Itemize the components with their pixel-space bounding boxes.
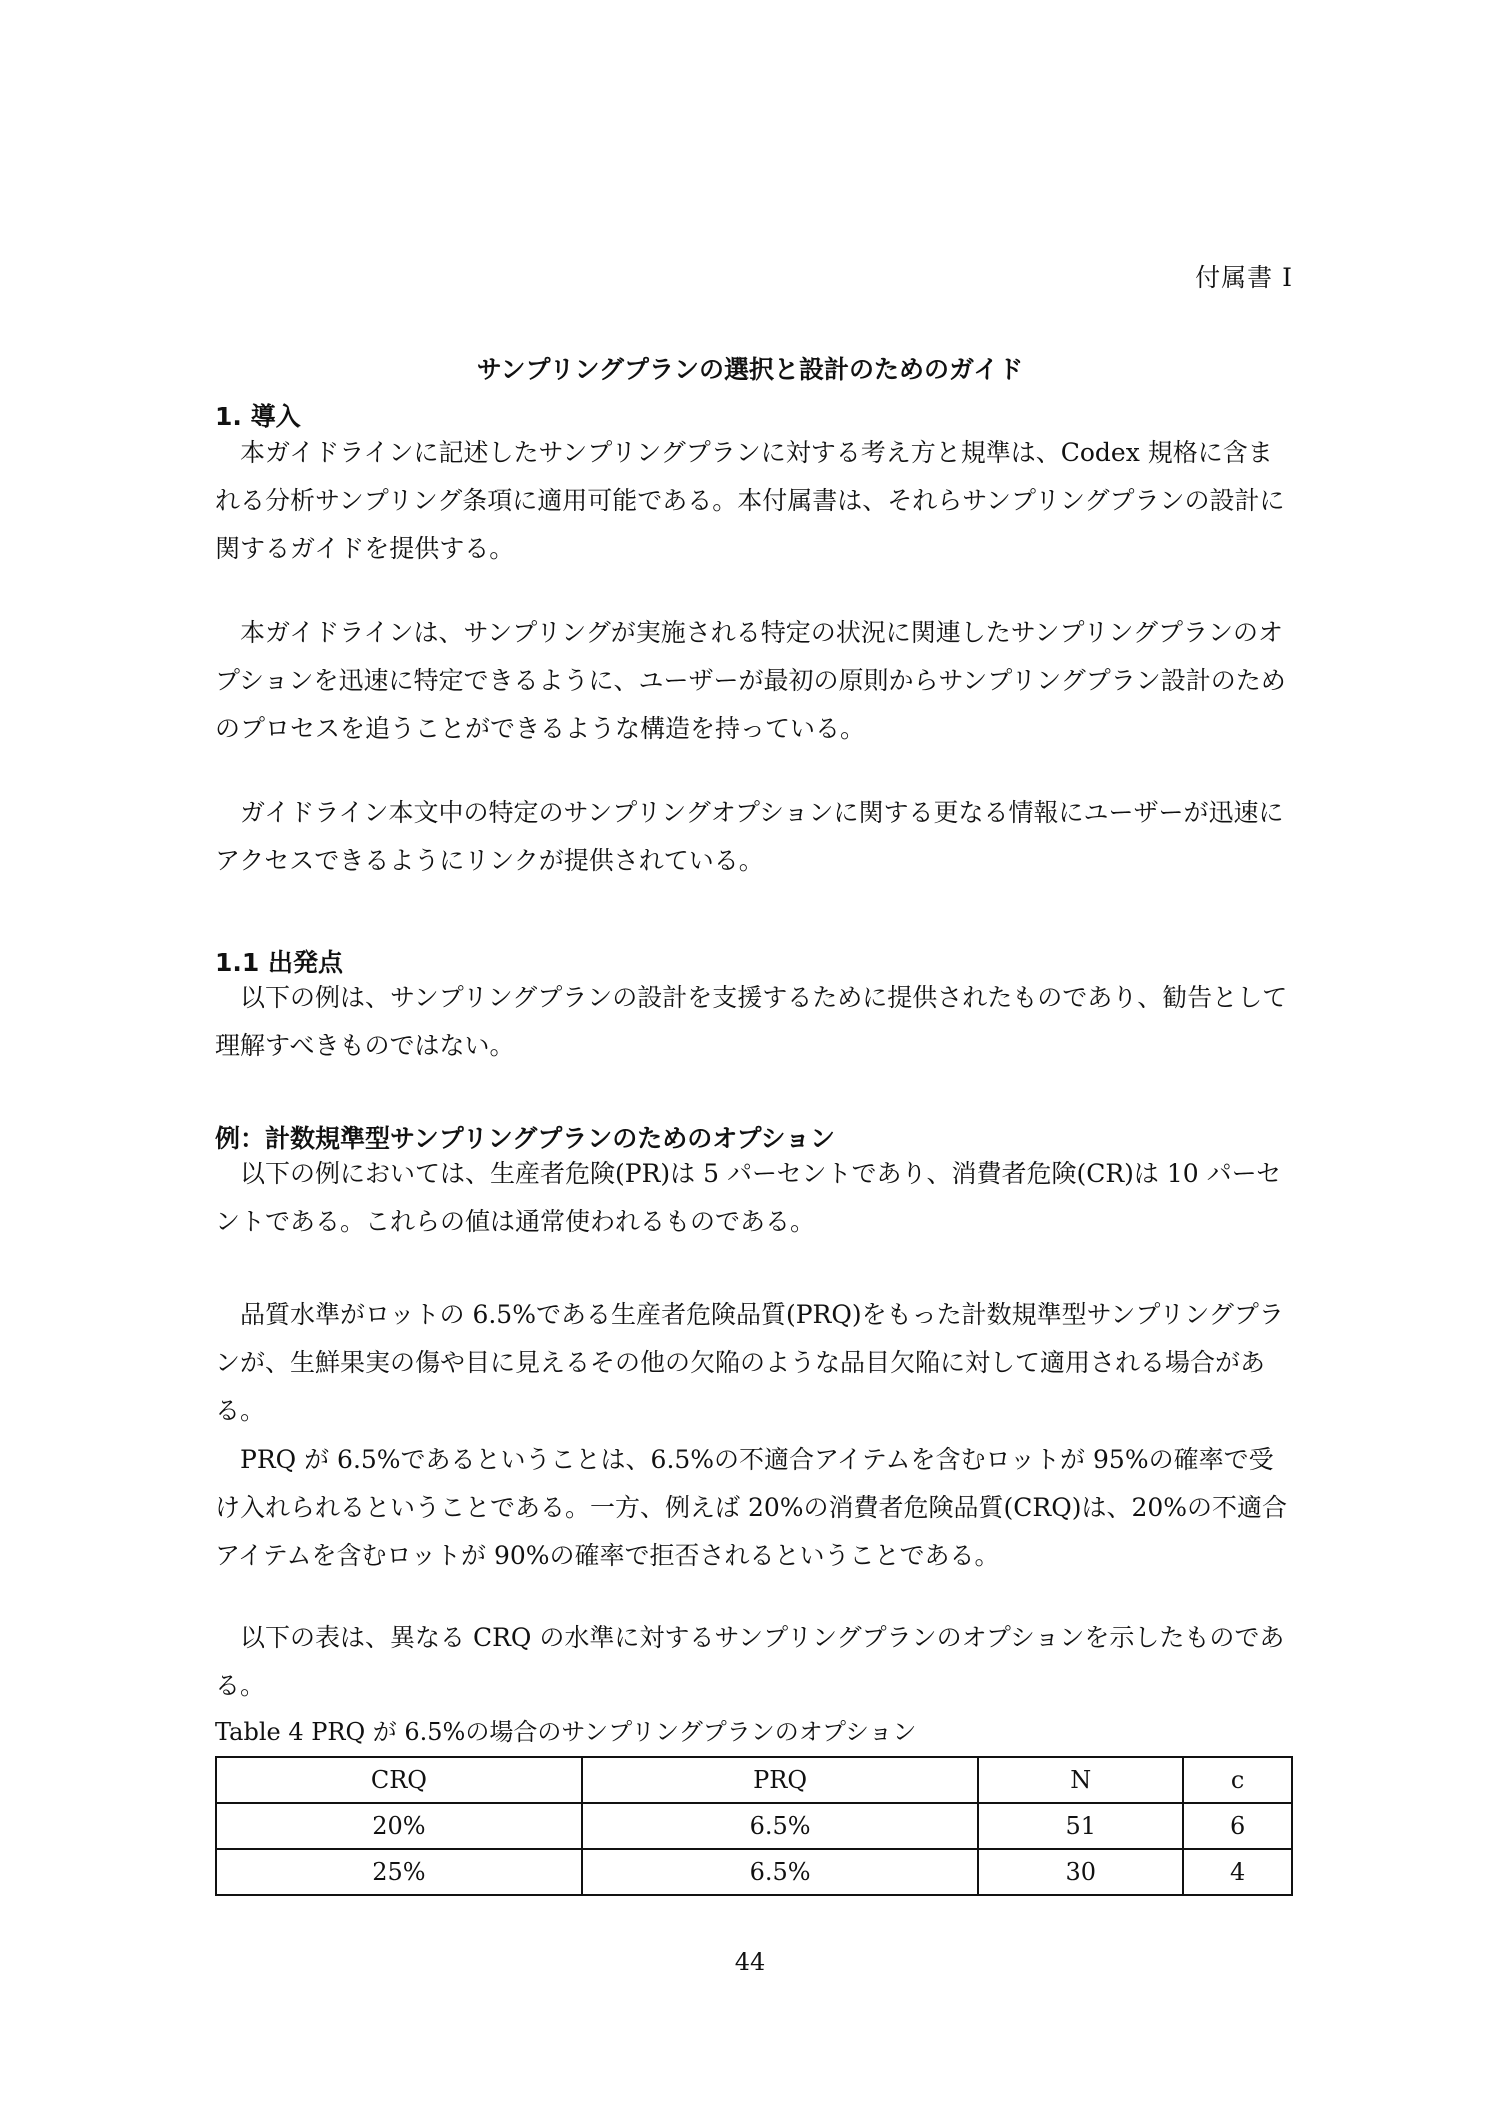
document-title: サンプリングプランの選択と設計のためのガイド xyxy=(476,355,1024,384)
table-cell: 6 xyxy=(1183,1803,1292,1849)
table-row xyxy=(216,1849,1292,1895)
table-header-row xyxy=(216,1757,1292,1803)
column-header-crq: CRQ xyxy=(216,1757,582,1803)
annex-label: 付属書 I xyxy=(1195,263,1293,292)
example-paragraph-2: 品質水準がロットの 6.5%である生産者危険品質(PRQ)をもった計数規準型サンプリングプランが、生鮮果実の傷や目に見えるその他の欠陥のような品目欠陥に対して適用される場合がある。 xyxy=(215,1300,1284,1425)
table-cell: 51 xyxy=(978,1803,1183,1849)
table-cell: 6.5% xyxy=(582,1803,979,1849)
column-header-c: c xyxy=(1183,1757,1292,1803)
page-number: 44 xyxy=(734,1948,766,1976)
table-cell: 6.5% xyxy=(582,1849,979,1895)
column-header-prq: PRQ xyxy=(582,1757,979,1803)
section-1-1-paragraph: 以下の例は、サンプリングプランの設計を支援するために提供されたものであり、勧告として理解すべきものではない。 xyxy=(215,983,1288,1060)
table-cell: 20% xyxy=(216,1803,582,1849)
column-header-n: N xyxy=(978,1757,1183,1803)
example-paragraph-4: 以下の表は、異なる CRQ の水準に対するサンプリングプランのオプションを示したものである。 xyxy=(215,1623,1285,1700)
example-paragraph-1: 以下の例においては、生産者危険(PR)は 5 パーセントであり、消費者危険(CR)は 10 パーセントである。これらの値は通常使われるものである。 xyxy=(215,1159,1282,1236)
table-cell: 4 xyxy=(1183,1849,1292,1895)
table-caption: Table 4 PRQ が 6.5%の場合のサンプリングプランのオプション xyxy=(215,1718,917,1746)
section-1-paragraph-1: 本ガイドラインに記述したサンプリングプランに対する考え方と規準は、Codex 規格に含まれる分析サンプリング条項に適用可能である。本付属書は、それらサンプリングプランの設計に関するガイドを提供する。 xyxy=(215,438,1285,563)
table-cell: 30 xyxy=(978,1849,1183,1895)
table-row xyxy=(216,1803,1292,1849)
sampling-plan-table xyxy=(215,1756,1293,1896)
section-1-heading: 1. 導入 xyxy=(215,402,301,431)
section-1-1-heading: 1.1 出発点 xyxy=(215,948,343,977)
section-1-paragraph-2: 本ガイドラインは、サンプリングが実施される特定の状況に関連したサンプリングプランのオプションを迅速に特定できるように、ユーザーが最初の原則からサンプリングプラン設計のためのプロセスを追うことができるような構造を持っている。 xyxy=(215,618,1286,743)
example-paragraph-3: PRQ が 6.5%であるということは、6.5%の不適合アイテムを含むロットが 95%の確率で受け入れられるということである。一方、例えば 20%の消費者危険品質(CRQ)は、20%の不適合アイテムを含むロットが 90%の確率で拒否されるということである。 xyxy=(215,1445,1288,1570)
table-cell: 25% xyxy=(216,1849,582,1895)
section-1-paragraph-3: ガイドライン本文中の特定のサンプリングオプションに関する更なる情報にユーザーが迅速にアクセスできるようにリンクが提供されている。 xyxy=(215,798,1284,875)
example-heading: 例：計数規準型サンプリングプランのためのオプション xyxy=(215,1124,836,1153)
